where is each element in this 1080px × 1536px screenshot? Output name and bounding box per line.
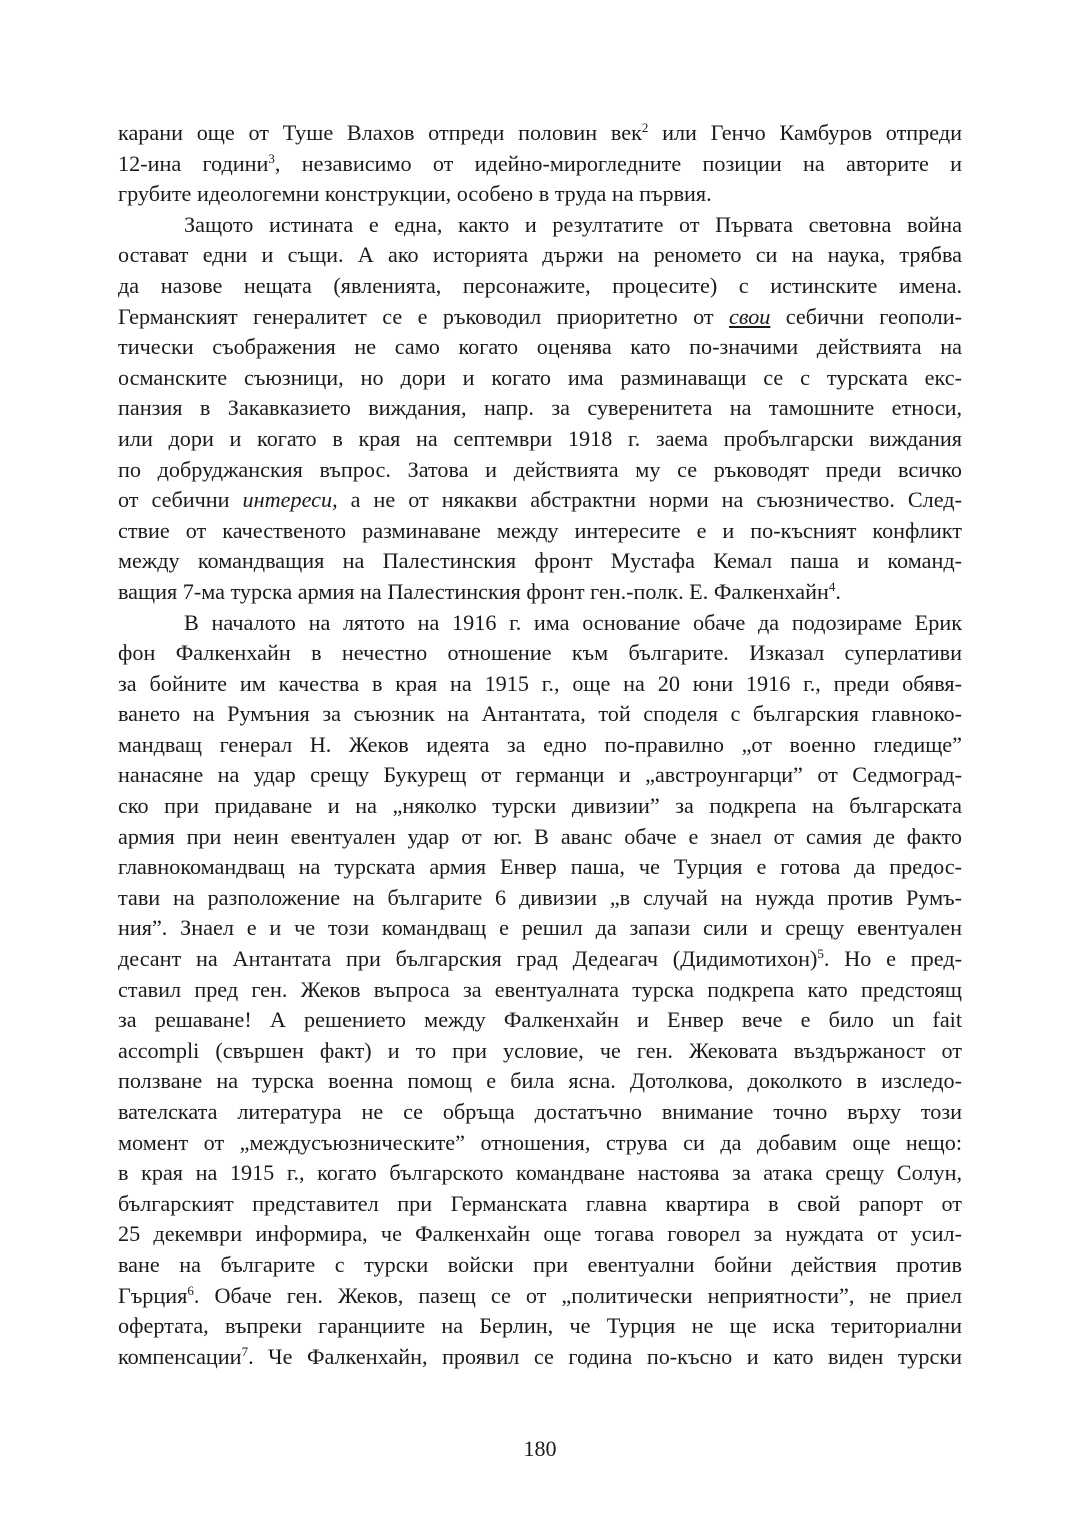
text-run: ползване на турска военна помощ е била ясна. Дотолкова, доколкото в изследо-	[118, 1068, 962, 1094]
text-run: Защото истината е една, както и резултатите от Първата световна война	[184, 211, 962, 237]
text-run: тави на разположение на българите 6 дивизии „в случай на нужда против Румъ-	[118, 884, 962, 910]
text-line	[118, 638, 962, 669]
text-run: ването на Румъния за съюзник на Антантата, той споделя с българския главноко-	[118, 701, 962, 727]
text-line	[118, 210, 962, 241]
body-text	[118, 118, 962, 1372]
text-line	[118, 1219, 962, 1250]
text-run: офертата, въпреки гаранциите на Берлин, че Турция не ще иска териториални	[118, 1313, 962, 1339]
text-line	[118, 1158, 962, 1189]
text-line	[118, 944, 962, 975]
text-run: от себични	[118, 487, 243, 513]
text-run: 12-ина години	[118, 150, 269, 176]
text-run: армия при неин евентуален удар от юг. В аванс обаче е знаел от самия де факто	[118, 823, 962, 849]
text-line	[118, 699, 962, 730]
footnote-ref: 5	[817, 946, 824, 962]
text-line	[118, 975, 962, 1006]
text-line	[118, 608, 962, 639]
text-run: мандващ генерал Н. Жеков идеята за едно по-правилно „от военно гледище”	[118, 731, 962, 757]
text-run: османските съюзници, но дори и когато има разминаващи се с турската екс-	[118, 364, 962, 390]
text-line	[118, 179, 962, 210]
text-line	[118, 149, 962, 180]
text-line	[118, 760, 962, 791]
text-line	[118, 1311, 962, 1342]
text-line	[118, 577, 962, 608]
footnote-ref: 6	[187, 1282, 194, 1298]
text-run: тически съображения не само когато оценява като по-значими действията на	[118, 334, 962, 360]
text-run: ния”. Знаел е и че този командващ е решил да запази сили и срещу евентуален	[118, 915, 962, 941]
text-run: себични геополи-	[770, 303, 962, 329]
text-run: или Генчо Камбуров отпреди	[648, 120, 962, 145]
text-run: за бойните им качества в края на 1915 г., още на 20 юни 1916 г., преди обявя-	[118, 670, 962, 696]
text-line	[118, 669, 962, 700]
text-run: . Но е пред-	[823, 946, 962, 972]
text-run: десант на Антантата при българския град Дедеагач (Дидимотихон)	[118, 946, 818, 972]
text-run: 25 декември информира, че Фалкенхайн още тогава говорел за нуждата от усил-	[118, 1221, 962, 1247]
text-run: accompli (свършен факт) и то при условие, че ген. Жековата въздържаност от	[118, 1037, 962, 1063]
text-run: .	[835, 578, 841, 604]
text-run: фон Фалкенхайн в нечестно отношение към българите. Изказал суперлативи	[118, 640, 962, 666]
footnote-ref: 7	[241, 1343, 249, 1359]
text-line	[118, 424, 962, 455]
text-run: ставил пред ген. Жеков въпроса за евентуалната турска подкрепа като предстоящ	[118, 976, 962, 1002]
text-run: , независимо от идейно-мирогледните позиции на авторите и	[274, 150, 962, 176]
text-run: компенсации	[118, 1343, 242, 1369]
text-line	[118, 1097, 962, 1128]
text-line	[118, 1036, 962, 1067]
emphasis-underlined: свои	[729, 303, 771, 329]
text-run: остават едни и същи. А ако историята държи на реномето си на наука, трябва	[118, 242, 962, 268]
text-run: ско при придаване и на „няколко турски дивизии” за подкрепа на българската	[118, 793, 962, 819]
text-line	[118, 1005, 962, 1036]
text-run: Германският генералитет се е ръководил приоритетно от	[118, 303, 730, 329]
text-run: вателската литература не се обръща достатъчно внимание точно върху този	[118, 1099, 962, 1124]
text-line	[118, 913, 962, 944]
emphasis-italic: интереси	[242, 487, 333, 513]
text-line	[118, 1066, 962, 1097]
text-line	[118, 1189, 962, 1220]
text-run: Гърция	[118, 1282, 188, 1308]
footnote-ref: 2	[641, 120, 649, 135]
text-line	[118, 516, 962, 547]
text-run: по добруджанския въпрос. Затова и действията му се ръководят преди всичко	[118, 456, 962, 482]
text-run: панзия в Закавказието виждания, напр. за суверенитета на тамошните етноси,	[118, 395, 962, 421]
text-line	[118, 546, 962, 577]
text-run: в края на 1915 г., когато българското командване настоява за атака срещу Солун,	[118, 1160, 962, 1186]
text-line	[118, 1128, 962, 1159]
text-run: българският представител при Германската главна квартира в свой рапорт от	[118, 1190, 962, 1216]
text-run: В началото на лятото на 1916 г. има основание обаче да подозираме Ерик	[184, 609, 962, 635]
text-run: момент от „междусъюзническите” отношения, струва си да добавим още нещо:	[118, 1129, 962, 1155]
text-line	[118, 332, 962, 363]
footnote-ref: 4	[828, 578, 836, 594]
text-run: или дори и когато в края на септември 1918 г. заема пробългарски виждания	[118, 425, 962, 451]
text-line	[118, 240, 962, 271]
text-run: . Че Фалкенхайн, проявил се година по-късно и като виден турски	[248, 1343, 962, 1369]
text-run: нанасяне на удар срещу Букурещ от германци и „австроунгарци” от Седмоград-	[118, 762, 962, 788]
text-run: ване на българите с турски войски при евентуални бойни действия против	[118, 1251, 962, 1277]
text-run: ствие от качественото разминаване между интересите е и по-късният конфликт	[118, 517, 962, 543]
text-line	[118, 791, 962, 822]
text-line	[118, 1250, 962, 1281]
text-line	[118, 730, 962, 761]
page-number: 180	[523, 1436, 557, 1461]
text-run: да назове нещата (явленията, персонажите, процесите) с истинските имена.	[118, 272, 962, 298]
text-run: между командващия на Палестинския фронт Мустафа Кемал паша и команд-	[118, 548, 962, 574]
text-line	[118, 118, 962, 149]
text-line	[118, 1342, 962, 1373]
text-run: ващия 7-ма турска армия на Палестинския фронт ген.-полк. Е. Фалкенхайн	[118, 578, 829, 604]
text-line	[118, 302, 962, 333]
text-run: за решаване! А решението между Фалкенхайн и Енвер вече е било un fait	[118, 1007, 962, 1033]
text-line	[118, 883, 962, 914]
footnote-ref: 3	[268, 150, 275, 166]
text-run: карани още от Туше Влахов отпреди половин век	[118, 120, 642, 145]
text-line	[118, 271, 962, 302]
text-run: , а не от някакви абстрактни норми на съюзничество. След-	[332, 487, 962, 513]
text-line	[118, 455, 962, 486]
text-line	[118, 485, 962, 516]
text-run: . Обаче ген. Жеков, пазещ се от „политически неприятности”, не приел	[193, 1282, 962, 1308]
text-line	[118, 822, 962, 853]
text-line	[118, 393, 962, 424]
text-line	[118, 852, 962, 883]
text-run: главнокомандващ на турската армия Енвер паша, че Турция е готова да предос-	[118, 854, 962, 880]
text-line	[118, 1281, 962, 1312]
text-run: грубите идеологемни конструкции, особено в труда на първия.	[118, 181, 712, 207]
text-line	[118, 363, 962, 394]
